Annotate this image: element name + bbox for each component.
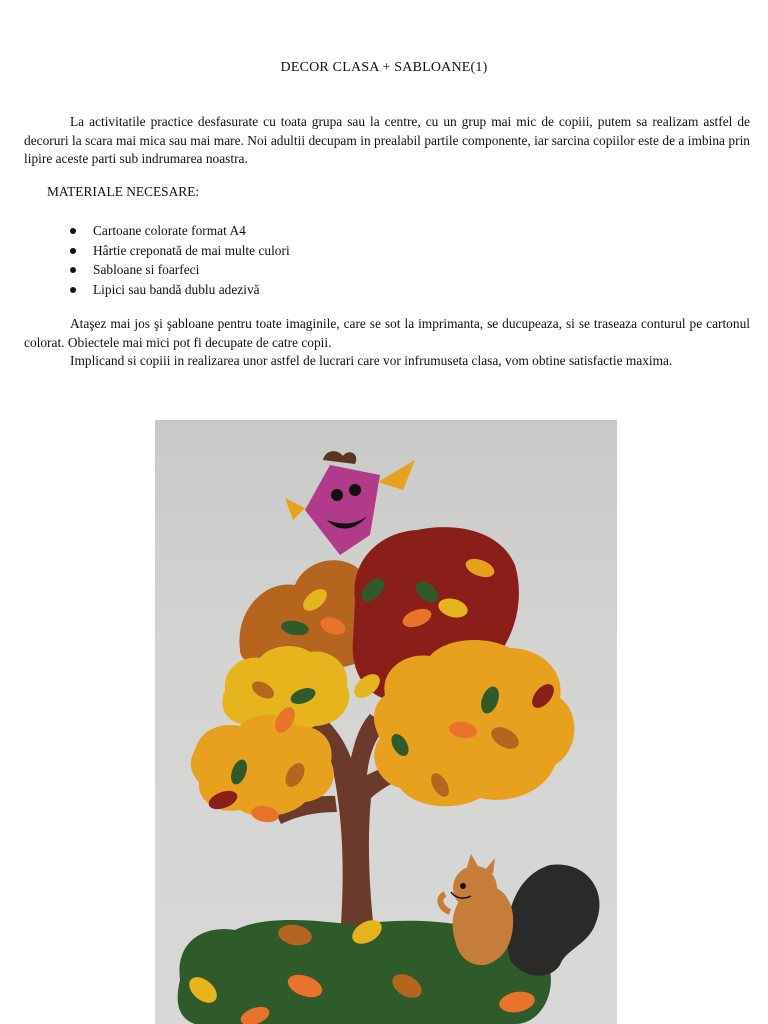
involvement-paragraph — [24, 352, 750, 371]
involvement-paragraph-text: Implicand si copiii in realizarea unor astfel de lucrari care vor infrumuseta clasa, vom obtine satisfactie maxima. — [70, 353, 673, 368]
craft-illustration — [155, 420, 617, 1024]
list-item: Cartoane colorate format A4 — [70, 221, 290, 241]
materials-list — [70, 221, 290, 299]
crown-orange-right — [374, 640, 574, 806]
intro-paragraph-text: La activitatile practice desfasurate cu toata grupa sau la centre, cu un grup mai mic de copiii, putem sa realizam astfel de decoruri la scara mai mica sau mai mare. Noi adultii decupam in prealabil partile componente, iar sarcina copiilor este de a imbina prin lipire aceste parti sub indrumarea noastra. — [24, 114, 750, 166]
document-title: DECOR CLASA + SABLOANE(1) — [280, 60, 488, 75]
list-item: Lipici sau bandă dublu adezivă — [70, 280, 290, 300]
list-item: Sabloane si foarfeci — [70, 260, 290, 280]
instructions-block — [24, 315, 750, 371]
squirrel — [440, 854, 599, 976]
intro-paragraph — [24, 113, 750, 169]
templates-paragraph — [24, 315, 750, 352]
materials-heading: MATERIALE NECESARE: — [47, 184, 200, 199]
craft-photo — [155, 420, 617, 1024]
list-item: Hârtie creponată de mai multe culori — [70, 241, 290, 261]
templates-paragraph-text: Ataşez mai jos şi şabloane pentru toate imaginile, care se sot la imprimanta, se ducupeaza, si se traseaza conturul pe cartonul colorat. Obiectele mai mici pot fi decupate de catre copii. — [24, 316, 750, 350]
